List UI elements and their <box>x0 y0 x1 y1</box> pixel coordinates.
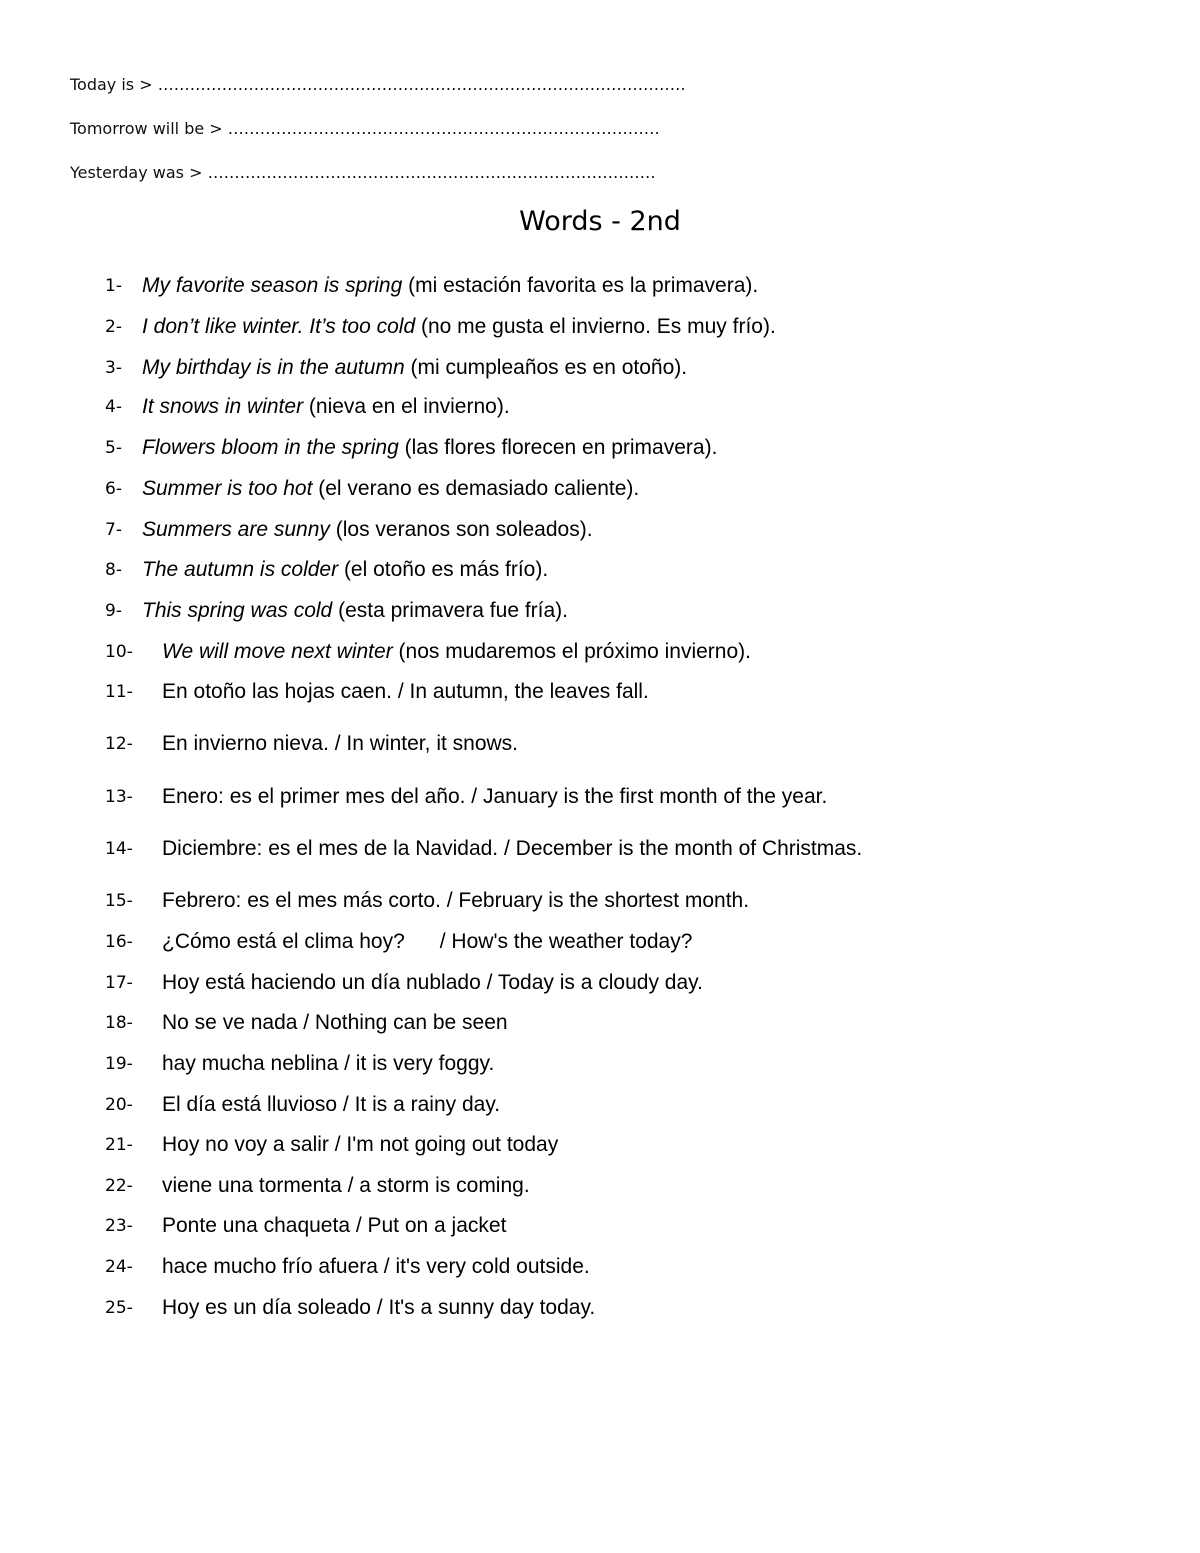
item-text <box>142 353 687 383</box>
item-number: 20- <box>105 1095 133 1115</box>
item-number: 9- <box>105 601 122 621</box>
spanish-translation: (mi estación favorita es la primavera). <box>402 274 759 297</box>
item-text: En invierno nieva. / In winter, it snows. <box>162 732 519 755</box>
item-number: 13- <box>105 787 133 807</box>
spanish-translation: (el verano es demasiado caliente). <box>312 477 640 500</box>
item-number: 14- <box>105 839 133 859</box>
item-text: No se ve nada / Nothing can be seen <box>162 1011 508 1034</box>
spanish-translation: (las flores florecen en primavera). <box>398 436 718 459</box>
item-text <box>142 312 776 342</box>
item-number: 24- <box>105 1257 133 1277</box>
tomorrow-field <box>70 119 660 138</box>
item-number: 22- <box>105 1176 133 1196</box>
yesterday-blank-line: ………………………………………………………………………… <box>207 163 656 182</box>
english-phrase: Summers are sunny <box>142 518 330 541</box>
item-text: hay mucha neblina / it is very foggy. <box>162 1052 495 1075</box>
item-text <box>162 637 751 667</box>
item-text: ¿Cómo está el clima hoy? / How's the weather today? <box>162 930 693 953</box>
item-number: 12- <box>105 734 133 754</box>
spanish-translation: (el otoño es más frío). <box>338 558 549 581</box>
spanish-translation: (esta primavera fue fría). <box>332 599 568 622</box>
item-text: Diciembre: es el mes de la Navidad. / December is the month of Christmas. <box>162 837 863 860</box>
item-number: 1- <box>105 276 122 296</box>
english-phrase: We will move next winter <box>162 640 393 663</box>
item-number: 2- <box>105 317 122 337</box>
english-phrase: The autumn is colder <box>142 558 339 581</box>
item-text: Enero: es el primer mes del año. / January is the first month of the year. <box>162 785 828 808</box>
item-number: 25- <box>105 1298 133 1318</box>
item-text <box>142 596 568 626</box>
item-number: 8- <box>105 560 122 580</box>
item-number: 15- <box>105 891 133 911</box>
item-text: Hoy es un día soleado / It's a sunny day today. <box>162 1296 596 1319</box>
tomorrow-blank-line: ……………………………………………………………………… <box>227 119 660 138</box>
item-number: 5- <box>105 438 122 458</box>
item-text <box>142 555 548 585</box>
item-text: Hoy está haciendo un día nublado / Today is a cloudy day. <box>162 971 703 994</box>
item-number: 7- <box>105 520 122 540</box>
item-number: 23- <box>105 1216 133 1236</box>
item-number: 4- <box>105 397 122 417</box>
item-number: 21- <box>105 1135 133 1155</box>
item-text: viene una tormenta / a storm is coming. <box>162 1174 530 1197</box>
english-phrase: My favorite season is spring <box>142 274 403 297</box>
english-phrase: I don’t like winter. It’s too cold <box>142 315 416 338</box>
item-text: Hoy no voy a salir / I'm not going out today <box>162 1133 559 1156</box>
spanish-translation: (no me gusta el invierno. Es muy frío). <box>415 315 776 338</box>
spanish-translation: (nos mudaremos el próximo invierno). <box>392 640 751 663</box>
today-field <box>70 75 686 94</box>
item-number: 3- <box>105 358 122 378</box>
today-label: Today is > <box>70 75 153 94</box>
today-blank-line: ……………………………………………………………………………………… <box>157 75 686 94</box>
item-text <box>142 271 758 301</box>
item-text: En otoño las hojas caen. / In autumn, the leaves fall. <box>162 680 649 703</box>
item-number: 17- <box>105 973 133 993</box>
yesterday-field <box>70 163 656 182</box>
spanish-translation: (los veranos son soleados). <box>329 518 593 541</box>
tomorrow-label: Tomorrow will be > <box>70 119 223 138</box>
page-title: Words - 2nd <box>519 206 681 237</box>
item-text <box>142 392 510 422</box>
item-number: 19- <box>105 1054 133 1074</box>
item-number: 6- <box>105 479 122 499</box>
item-text: Ponte una chaqueta / Put on a jacket <box>162 1214 507 1237</box>
item-number: 11- <box>105 682 133 702</box>
item-number: 16- <box>105 932 133 952</box>
item-text <box>142 474 639 504</box>
item-text: El día está lluvioso / It is a rainy day. <box>162 1093 501 1116</box>
spanish-translation: (mi cumpleaños es en otoño). <box>404 356 688 379</box>
english-phrase: Summer is too hot <box>142 477 313 500</box>
item-text <box>142 515 593 545</box>
spanish-translation: (nieva en el invierno). <box>303 395 510 418</box>
english-phrase: It snows in winter <box>142 395 304 418</box>
item-number: 18- <box>105 1013 133 1033</box>
item-text <box>142 433 717 463</box>
item-number: 10- <box>105 642 133 662</box>
yesterday-label: Yesterday was > <box>70 163 203 182</box>
english-phrase: Flowers bloom in the spring <box>142 436 399 459</box>
english-phrase: This spring was cold <box>142 599 333 622</box>
english-phrase: My birthday is in the autumn <box>142 356 405 379</box>
item-text: hace mucho frío afuera / it's very cold outside. <box>162 1255 590 1278</box>
item-text: Febrero: es el mes más corto. / February is the shortest month. <box>162 889 750 912</box>
